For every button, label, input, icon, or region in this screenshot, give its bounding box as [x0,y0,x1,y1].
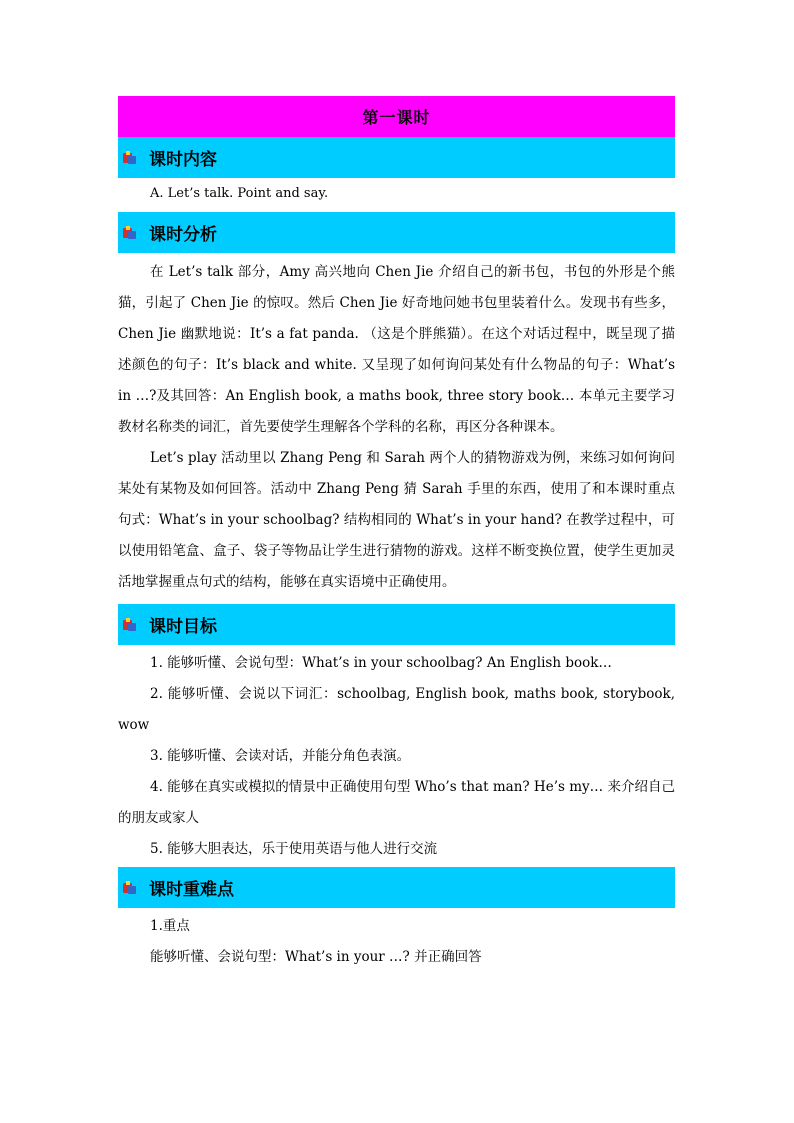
lesson-title: 第一课时 [362,108,431,127]
section-heading-content [118,137,675,178]
section-title: 课时重难点 [149,880,234,900]
goal-item: 2. 能够听懂、会说以下词汇：schoolbag, English book, maths book, storybook, wow [118,686,675,733]
goal-item: 1. 能够听懂、会说句型：What’s in your schoolbag? An English book… [150,655,612,671]
books-icon [123,151,137,165]
section-title: 课时目标 [149,617,217,637]
goals-list [118,648,675,867]
books-icon [123,226,137,240]
goal-item: 4. 能够在真实或模拟的情景中正确使用句型 Who’s that man? He’s my… 来介绍自己的朋友或家人 [118,779,675,826]
analysis-paragraph: 在 Let’s talk 部分，Amy 高兴地向 Chen Jie 介绍自己的新书包，书包的外形是个熊猫，引起了 Chen Jie 的惊叹。然后 Chen Jie 好奇地问她书包里装着什么。发现书有些多，Chen Jie 幽默地说：It’s a fat panda. （这是个胖熊猫）。在这个对话过程中，既呈现了描述颜色的句子：It’s black and white. 又呈现了如何询问某处有什么物品的句子：What’s in …?及其回答：An English book, a maths book, three story book… 本单元主要学习教材名称类的词汇，首先要使学生理解各个学科的名称，再区分各种课本。 [118,264,675,435]
lesson-content-text: A. Let’s talk. Point and say. [150,186,329,201]
keypoint-subheading: 1.重点 [150,918,190,934]
goal-item: 3. 能够听懂、会读对话，并能分角色表演。 [150,748,411,764]
section-title: 课时内容 [149,150,217,170]
books-icon [123,618,137,632]
analysis-paragraph: Let’s play 活动里以 Zhang Peng 和 Sarah 两个人的猜物游戏为例，来练习如何询问某处有某物及如何回答。活动中 Zhang Peng 猜 Sarah 手里的东西，使用了和本课时重点句式：What’s in your schoolbag? 结构相同的 What’s in your hand? 在教学过程中，可以使用铅笔盒、盒子、袋子等物品让学生进行猜物的游戏。这样不断变换位置，使学生更加灵活地掌握重点句式的结构，能够在真实语境中正确使用。 [118,450,675,590]
goal-item: 5. 能够大胆表达，乐于使用英语与他人进行交流 [150,841,438,857]
section-heading-keypoints [118,867,675,908]
lesson-title-bar [118,96,675,137]
document-page [118,96,675,973]
keypoint-text: 能够听懂、会说句型：What’s in your …? 并正确回答 [150,949,482,965]
section-heading-goals [118,604,675,645]
books-icon [123,881,137,895]
keypoints-body [118,911,675,973]
section-title: 课时分析 [149,225,217,245]
section-heading-analysis [118,212,675,253]
